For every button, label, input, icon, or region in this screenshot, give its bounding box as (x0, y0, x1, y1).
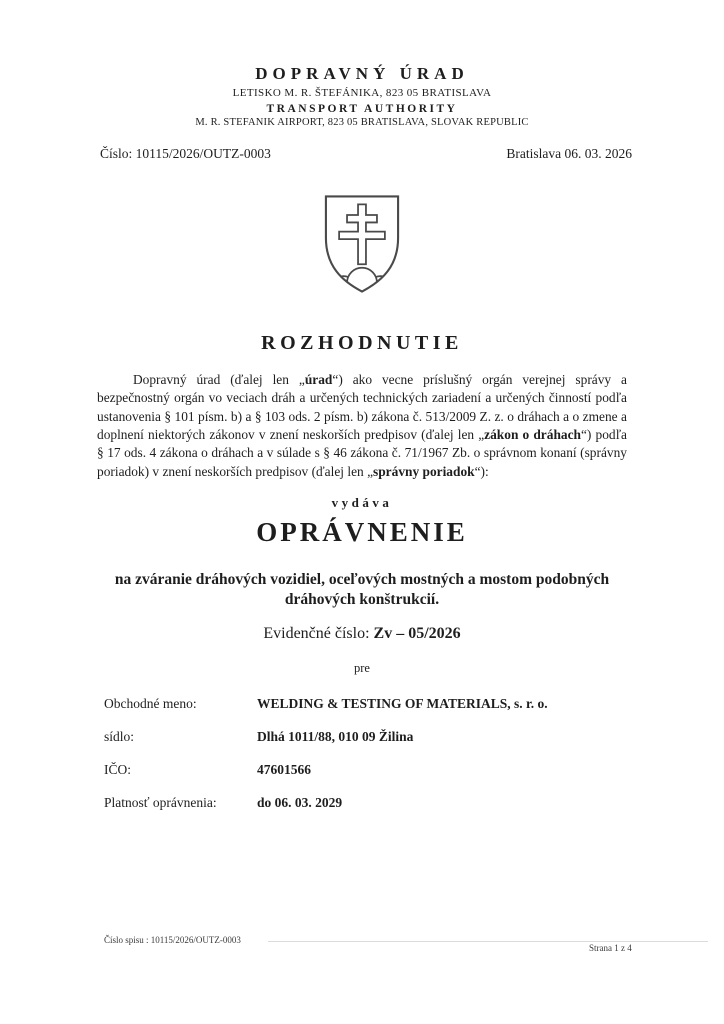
intro-term-urad: úrad (304, 372, 333, 387)
footer-rule (268, 941, 708, 942)
reference-number: Číslo: 10115/2026/OUTZ-0003 (100, 146, 271, 161)
detail-value: Dlhá 1011/88, 010 09 Žilina (257, 729, 414, 745)
intro-seg-1: Dopravný úrad (ďalej len „ (133, 372, 305, 387)
detail-value: 47601566 (257, 762, 311, 778)
detail-label: IČO: (104, 762, 131, 778)
registration-number (0, 625, 724, 643)
authorization-subject: na zváranie dráhových vozidiel, oceľových mostných a mostom podobných dráhových konštrukcií. (114, 571, 610, 608)
authority-address-en: M. R. STEFANIK AIRPORT, 823 05 BRATISLAVA, SLOVAK REPUBLIC (195, 117, 529, 128)
decision-title: ROZHODNUTIE (261, 332, 463, 354)
place-date: Bratislava 06. 03. 2026 (506, 146, 632, 161)
intro-seg-5: “) podľa § 17 ods. 4 zákona o dráhach a v súlade s § 46 zákona č. 71/1967 Zb. o správnom konaní (správny poriadok) v znení neskorších predpisov (ďalej len „ (97, 427, 627, 479)
company-details (0, 696, 724, 812)
double-cross-shape (339, 204, 385, 264)
intro-term-spravny-poriadok: správny poriadok (373, 463, 475, 479)
detail-row-business-name (104, 696, 724, 712)
detail-label: Obchodné meno: (104, 695, 197, 711)
registration-label: Evidenčné číslo: (263, 624, 374, 642)
registration-value: Zv – 05/2026 (373, 624, 461, 642)
intro-seg-7: “): (474, 463, 489, 479)
emblem-container (0, 192, 724, 296)
authority-name-en: TRANSPORT AUTHORITY (266, 103, 458, 115)
intro-term-zakon-o-drahach: zákon o dráhach (484, 427, 581, 443)
detail-value: do 06. 03. 2029 (257, 795, 343, 811)
detail-row-company-id (104, 762, 724, 778)
detail-label: Platnosť oprávnenia: (104, 795, 217, 811)
detail-row-registered-office (104, 729, 724, 745)
issues-word: vydáva (331, 495, 393, 511)
intro-seg-3: “) ako vecne príslušný orgán verejnej správy a bezpečnostný orgán vo veciach dráh a určených technických zariadení a určených činností podľa ustanovenia § 101 písm. b) a § 103 ods. 2 písm. b) zákona č. 513/2009 Z. z. o dráhach a o zmene a doplnení niektorých zákonov v znení neskorších predpisov (ďalej len „ (97, 372, 627, 443)
intro-paragraph (97, 371, 627, 481)
detail-value: WELDING & TESTING OF MATERIALS, s. r. o. (257, 695, 548, 711)
authority-address-sk: LETISKO M. R. ŠTEFÁNIKA, 823 05 BRATISLAVA (232, 87, 492, 99)
for-word: pre (354, 660, 370, 675)
reference-row (0, 146, 724, 162)
detail-label: sídlo: (104, 729, 135, 745)
footer-file-number: Číslo spisu : 10115/2026/OUTZ-0003 (104, 935, 241, 945)
slovak-coat-of-arms-icon (318, 192, 406, 296)
detail-row-validity (104, 795, 724, 811)
page-indicator: Strana 1 z 4 (589, 943, 632, 953)
authority-name-sk: DOPRAVNÝ ÚRAD (255, 64, 469, 83)
authorization-title: OPRÁVNENIE (256, 517, 468, 548)
letterhead (0, 0, 724, 128)
